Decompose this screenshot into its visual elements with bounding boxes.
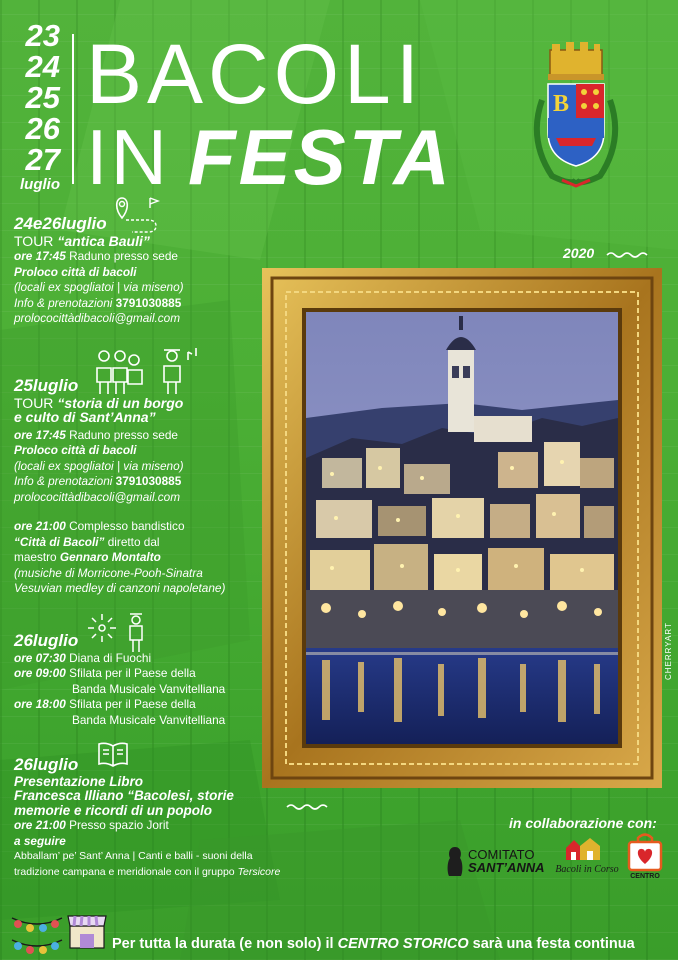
svg-text:B: B [553, 91, 570, 117]
event1-venue: Proloco città di bacoli [14, 264, 137, 279]
coat-of-arms-icon [522, 40, 630, 196]
comitato-line2: SANT’ANNA [468, 860, 545, 875]
event2-email: prolococittàdibacoli@gmail.com [14, 489, 181, 504]
book-icon [96, 740, 130, 768]
event4-title: Presentazione Libro Francesca Illiano “Bacolesi, storie memorie e ricordi di un popolo [14, 773, 234, 818]
event1-time: ore 17:45 Raduno presso sede [14, 249, 178, 263]
musicians-icon [92, 346, 204, 398]
collaboration-heading: in collaborazione con: [509, 815, 657, 831]
artist-credit: CHERRYART [664, 622, 673, 680]
event2-tour: TOUR “storia di un borgo e culto di Sant’Anna” [14, 394, 184, 425]
footer-message: Per tutta la durata (e non solo) il CENTRO STORICO sarà una festa continua [112, 936, 635, 952]
wave-decoration [606, 250, 654, 260]
logo-centro [622, 832, 668, 884]
houses-icon [564, 836, 604, 862]
event2-music-2: Vesuvian medley di canzoni napoletane) [14, 581, 226, 595]
event2-time: ore 17:45 Raduno presso sede [14, 427, 178, 442]
event4-desc-2: tradizione campana e meridionale con il gruppo Tersicore [14, 865, 281, 878]
event2-venue: Proloco città di bacoli [14, 443, 137, 457]
event2-info: Info & prenotazioni 3791030885 [14, 474, 182, 488]
event2-location: (locali ex spogliatoi | via miseno) [14, 458, 184, 473]
year-label: 2020 [563, 245, 595, 261]
event1-email: prolococittàdibacoli@gmail.com [14, 311, 181, 325]
dates-list [12, 20, 60, 195]
title-divider [72, 34, 74, 184]
fireworks-band-icon [86, 610, 156, 654]
framed-painting [262, 268, 662, 788]
bacoli-in-corso-label: Bacoli in Corso [555, 864, 619, 875]
date-25: 25 [25, 80, 60, 115]
event4-follow: a seguire [14, 833, 66, 848]
event2-maestro: maestro Gennaro Montalto [14, 550, 161, 564]
event4-day: 26luglio [14, 755, 79, 774]
date-27: 27 [25, 142, 60, 177]
title-festa: FESTA [188, 113, 453, 201]
event2-music-1: (musiche di Morricone-Pooh-Sinatra [14, 565, 203, 580]
event1-tour: TOUR “antica Bauli” [14, 232, 150, 249]
event1-day: 24e26luglio [14, 214, 107, 233]
wave-decoration-2 [286, 802, 334, 812]
title-in-festa [86, 112, 453, 202]
event3-item-1: ore 07:30 Diana di Fuochi [14, 650, 152, 665]
event3-item-2-line2: Banda Musicale Vanvitelliana [72, 681, 226, 696]
month-label: luglio [20, 176, 60, 193]
shopping-bag-heart-icon [625, 832, 665, 872]
event2-band: “Città di Bacoli” diretto dal [14, 534, 160, 549]
centro-label: CENTRO [630, 873, 660, 880]
event3-item-3: ore 18:00 Sfilata per il Paese della [14, 697, 196, 711]
saint-figure-icon [444, 844, 466, 878]
event2-day: 25luglio [14, 376, 79, 395]
event4-time: ore 21:00 Presso spazio Jorit [14, 818, 169, 832]
string-lights-icon [10, 910, 64, 958]
event1-location: (locali ex spogliatoi | via miseno) [14, 280, 184, 294]
event3-day: 26luglio [14, 631, 79, 650]
event1-info: Info & prenotazioni 3791030885 [14, 295, 182, 310]
title-bacoli: BACOLI [86, 27, 425, 121]
date-24: 24 [25, 49, 60, 84]
event2-concert: ore 21:00 Complesso bandistico [14, 519, 185, 533]
logo-bacoli-in-corso [552, 834, 619, 884]
map-pin-route-icon [112, 196, 164, 236]
event3-item-2: ore 09:00 Sfilata per il Paese della [14, 666, 196, 680]
event4-desc-1: Abballam’ pe’ Sant’ Anna | Canti e balli - suoni della [14, 850, 253, 862]
comitato-line1: COMITATO [468, 847, 535, 862]
date-26: 26 [25, 111, 60, 146]
logo-comitato-santanna [444, 842, 544, 882]
event3-item-3-line2: Banda Musicale Vanvitelliana [72, 712, 226, 727]
event-tour-borgo-santanna [14, 378, 259, 597]
market-stall-icon [66, 906, 108, 952]
title-in: IN [86, 113, 170, 201]
date-23: 23 [25, 18, 60, 53]
